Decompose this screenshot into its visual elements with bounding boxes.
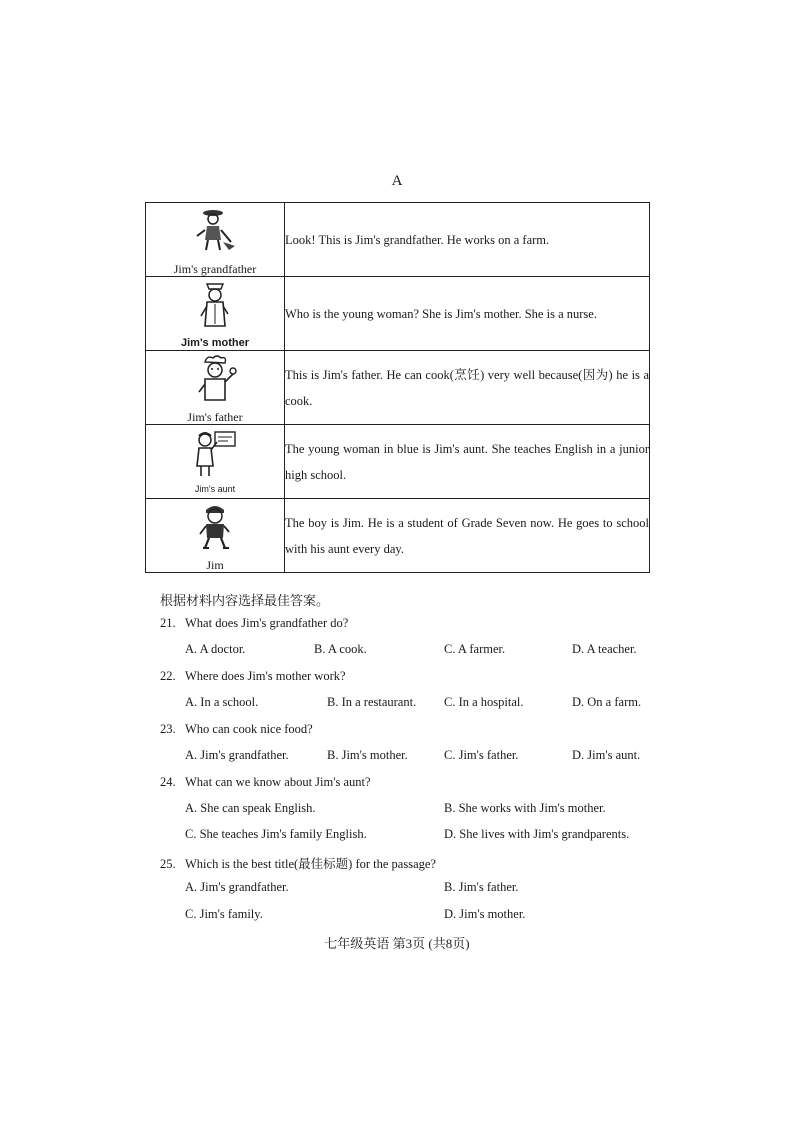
page-footer: 七年级英语 第3页 (共8页) [324, 936, 470, 951]
section-title: A [391, 173, 403, 189]
row-text: This is Jim's father. He can cook(烹饪) very well because(因为) he is a cook. [285, 351, 650, 425]
option-b: B. Jim's father. [444, 880, 519, 894]
instruction-text: 根据材料内容选择最佳答案。 [160, 593, 330, 608]
row-text: The boy is Jim. He is a student of Grade Seven now. He goes to school with his aunt every day. [285, 499, 650, 573]
question-number: 21. [160, 616, 176, 630]
question-number: 23. [160, 722, 176, 736]
table-row [146, 203, 650, 277]
row-text: Look! This is Jim's grandfather. He works on a farm. [285, 203, 650, 277]
row-text: The young woman in blue is Jim's aunt. She teaches English in a junior high school. [285, 425, 650, 499]
option-d: D. On a farm. [572, 695, 642, 709]
picture-cell [146, 277, 285, 351]
question-24 [160, 775, 371, 790]
question-number: 22. [160, 669, 176, 683]
option-c: C. Jim's father. [444, 748, 519, 762]
option-c: C. In a hospital. [444, 695, 524, 709]
table-row [146, 277, 650, 351]
picture-cell [146, 425, 285, 499]
option-b: B. Jim's mother. [327, 748, 408, 762]
question-number: 24. [160, 775, 176, 789]
table-row [146, 425, 650, 499]
option-d: D. Jim's aunt. [572, 748, 641, 762]
question-text: Who can cook nice food? [185, 722, 313, 736]
picture-cell [146, 351, 285, 425]
table-row [146, 351, 650, 425]
question-21 [160, 616, 348, 631]
aunt-teacher-icon [191, 428, 239, 480]
row-caption: Jim [206, 558, 224, 572]
option-d: D. Jim's mother. [444, 907, 526, 921]
boy-student-icon [195, 502, 235, 554]
picture-cell [146, 499, 285, 573]
row-caption: Jim's aunt [194, 484, 236, 494]
option-b: B. In a restaurant. [327, 695, 417, 709]
option-d: D. A teacher. [572, 642, 637, 656]
mother-nurse-icon [195, 280, 235, 332]
picture-cell [146, 203, 285, 277]
option-c: C. A farmer. [444, 642, 506, 656]
question-text: What can we know about Jim's aunt? [185, 775, 371, 789]
option-b: B. She works with Jim's mother. [444, 801, 606, 815]
question-text: What does Jim's grandfather do? [185, 616, 349, 630]
question-text: Which is the best title(最佳标题) for the passage? [185, 857, 436, 871]
option-c: C. She teaches Jim's family English. [185, 827, 367, 841]
question-22 [160, 669, 346, 684]
option-a: A. A doctor. [185, 642, 246, 656]
row-text: Who is the young woman? She is Jim's mother. She is a nurse. [285, 277, 650, 351]
grandfather-farmer-icon [193, 206, 237, 254]
father-cook-icon [193, 354, 237, 406]
option-a: A. Jim's grandfather. [185, 880, 289, 894]
option-b: B. A cook. [314, 642, 367, 656]
question-text: Where does Jim's mother work? [185, 669, 346, 683]
option-a: A. Jim's grandfather. [185, 748, 289, 762]
option-a: A. In a school. [185, 695, 259, 709]
option-a: A. She can speak English. [185, 801, 316, 815]
option-c: C. Jim's family. [185, 907, 263, 921]
info-table [145, 202, 650, 573]
question-23 [160, 722, 313, 737]
option-d: D. She lives with Jim's grandparents. [444, 827, 630, 841]
question-25 [160, 854, 436, 872]
row-caption: Jim's mother [180, 337, 250, 349]
question-number: 25. [160, 857, 176, 871]
row-caption: Jim's father [187, 410, 243, 424]
table-row [146, 499, 650, 573]
row-caption: Jim's grandfather [173, 262, 257, 276]
